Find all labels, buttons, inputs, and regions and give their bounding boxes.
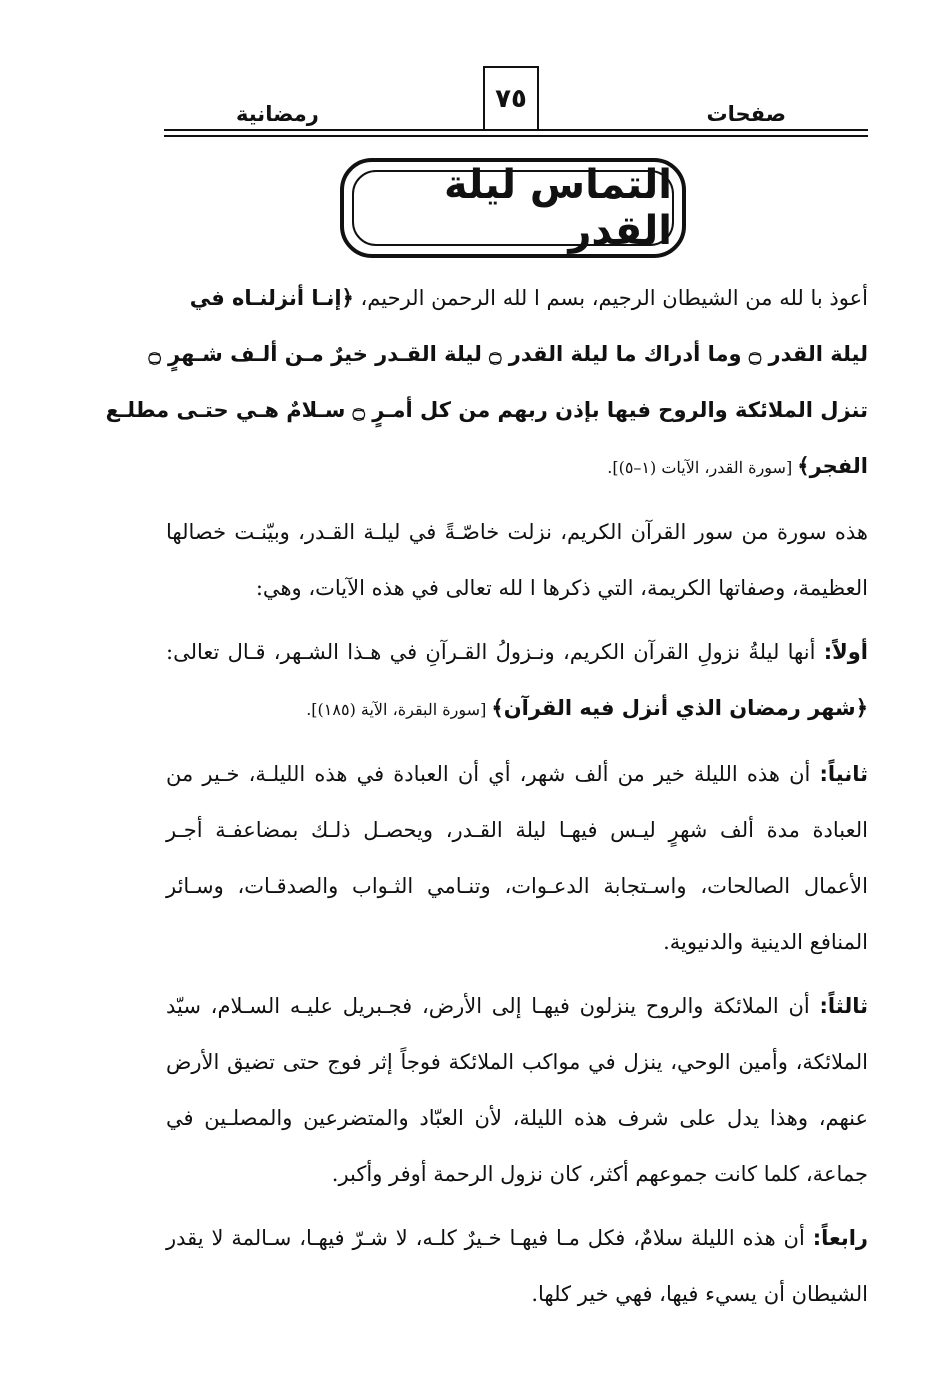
paragraph-intro: هذه سورة من سور القرآن الكريم، نزلت خاصّـةً في ليلـة القـدر، وبيّنـت خصالها العظيمة، وصفاتها الكريمة، التي ذكرها ا لله تعالى في هذه الآيات، وهي: [166,520,868,600]
second-text: أن هذه الليلة خير من ألف شهر، أي أن العبادة في هذه الليلـة، خـير من العبادة مدة ألف شهرٍ ليـس فيهـا ليلة القـدر، ويحصـل ذلـك بمضاعفـة أجـر الأعمال الصالحات، واسـتجابة الدعـوات، وتنـامي الثـواب والصدقـات، وسـائر المنافع الدينية والدنيوية. [166,762,868,954]
first-reference: [سورة البقرة، الآية (١٨٥)]. [306,700,492,719]
quran-verse-line-2: ليلة القدر ۝ وما أدراك ما ليلة القدر ۝ ليلة القـدر خيرٌ مـن ألـف شـهرٍ ۝ [148,342,868,366]
fourth-label: رابعاً: [812,1226,868,1250]
page-number: ٧٥ [483,66,539,130]
page-body [105,270,869,1322]
book-subtitle-header: رمضانية [236,102,319,126]
chapter-title-frame [340,158,686,258]
opening-paragraph [105,270,868,496]
header-rule-top [164,129,868,131]
third-label: ثالثاً: [819,994,868,1018]
first-quran-verse: ﴿شهر رمضان الذي أنزل فيه القرآن﴾ [491,696,868,720]
opening-intro: أعوذ با لله من الشيطان الرجيم، بسم ا لله الرحمن الرحيم، [353,286,868,310]
book-title-header: صفحات [706,102,786,126]
fourth-text: أن هذه الليلة سلامٌ، فكل مـا فيهـا خـيرٌ كلـه، لا شـرّ فيهـا، سـالمة لا يقدر الشيطان أن يسيء فيها، فهي خير كلها. [166,1226,868,1306]
first-label: أولاً: [823,640,868,664]
paragraph-second [166,746,868,970]
header-rule-bottom [164,135,868,137]
quran-verse-start: ﴿إنـا أنزلنـاه في [189,286,354,310]
paragraph-fourth [166,1210,868,1322]
quran-verse-end: الفجر﴾ [797,454,868,478]
paragraph-first [166,624,868,738]
chapter-title-inner-frame [352,162,674,254]
paragraph-third [166,978,868,1202]
first-text: أنها ليلةُ نزولِ القرآن الكريم، ونـزولُ القـرآنِ في هـذا الشـهر، قـال تعالى: [166,640,824,664]
second-label: ثانياً: [819,762,869,786]
surah-reference: [سورة القدر، الآيات (١–٥)]. [607,458,798,477]
opening-line-4 [166,438,868,496]
third-text: أن الملائكة والروح ينزلون فيهـا إلى الأرض، فجـبريل عليـه السـلام، سيّد الملائكة، وأمين الوحي، ينزل في مواكب الملائكة فوجاً إثر فوج حتى تضيق الأرض عنهم، وهذا يدل على شرف هذه الليلة، لأن العبّاد والمتضرعين والمصلـين في جماعة، كلما كانت جموعهم أكثر، كان نزول الرحمة أوفر وأكبر. [166,994,868,1186]
quran-verse-line-3: تنزل الملائكة والروح فيها بإذن ربهم من كل أمـرٍ ۝ سـلامٌ هـي حتـى مطلـع [105,398,868,422]
opening-line-1 [166,270,868,326]
chapter-title: التماس ليلة القدر [444,162,672,254]
